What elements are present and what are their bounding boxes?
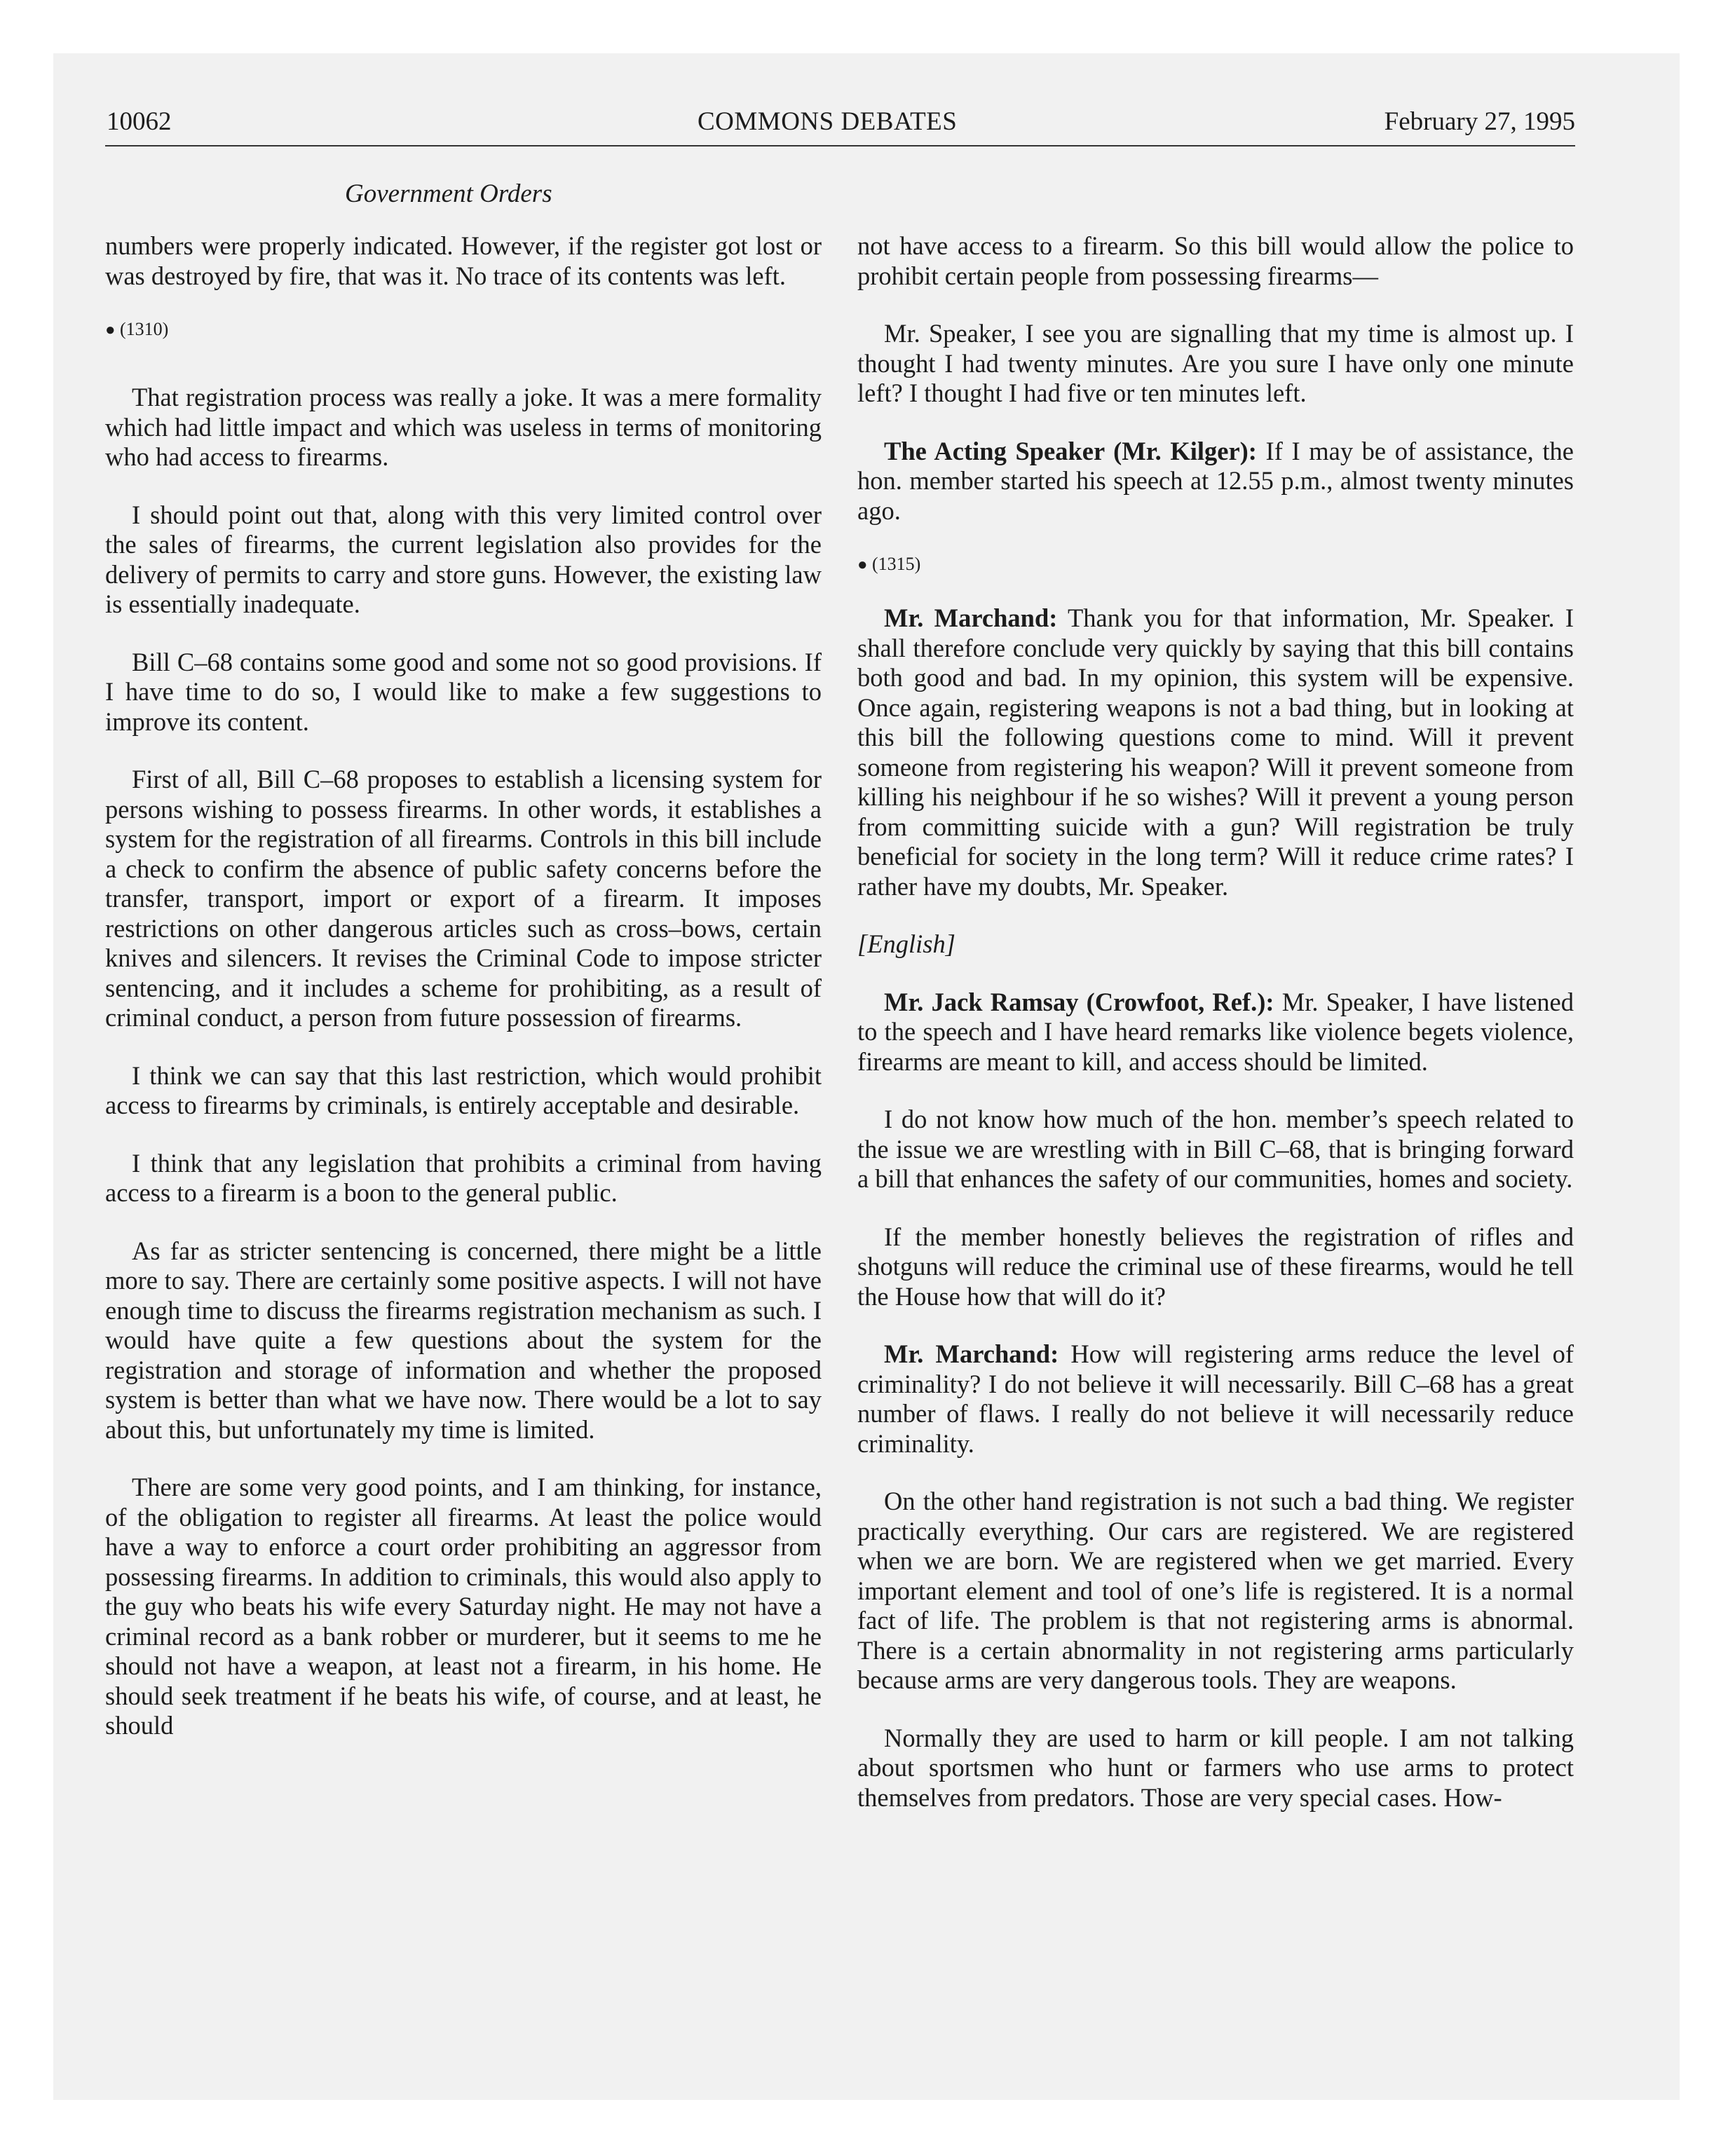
paragraph: not have access to a firearm. So this bill would allow the police to prohibit certain people from possessing firearms—	[857, 231, 1574, 290]
paragraph: There are some very good points, and I am thinking, for instance, of the obligation to register all firearms. At least the police would have a way to enforce a court order prohibiting an aggressor from possessing firearms. In addition to criminals, this would also apply to the guy who beats his wife every Saturday night. He may not have a criminal record as a bank robber or murderer, but it seems to me he should not have a weapon, at least not a firearm, in his home. He should seek treatment if he beats his wife, of course, and at least, he should	[105, 1473, 822, 1740]
speech-text: How will registering arms reduce the level of criminality? I do not believe it will necessarily. Bill C–68 has a great number of flaws. I really do not believe it will necessarily reduce criminality.	[857, 1339, 1574, 1458]
speaker-name: Mr. Marchand:	[884, 603, 1058, 632]
speech-paragraph	[857, 603, 1574, 901]
paragraph: As far as stricter sentencing is concerned, there might be a little more to say. There are certainly some positive aspects. I will not have enough time to discuss the firearms registration mechanism as such. I would have quite a few questions about the system for the registration and storage of information and whether the proposed system is better than what we have now. There would be a lot to say about this, but unfortunately my time is limited.	[105, 1236, 822, 1444]
paragraph: I do not know how much of the hon. member’s speech related to the issue we are wrestling with in Bill C–68, that is bringing forward a bill that enhances the safety of our communities, homes and society.	[857, 1105, 1574, 1193]
speech-text: Mr. Speaker, I have listened to the speech and I have heard remarks like violence begets violence, firearms are meant to kill, and access should be limited.	[857, 987, 1574, 1076]
section-title: Government Orders	[345, 179, 552, 208]
bullet-icon: ●	[105, 321, 116, 339]
speaker-name: The Acting Speaker (Mr. Kilger):	[884, 436, 1257, 465]
page-number: 10062	[107, 107, 172, 136]
paragraph: Normally they are used to harm or kill people. I am not talking about sportsmen who hunt or farmers who use arms to protect themselves from predators. Those are very special cases. How-	[857, 1723, 1574, 1812]
speech-paragraph	[857, 437, 1574, 526]
language-note: [English]	[857, 929, 955, 958]
speaker-name: Mr. Jack Ramsay (Crowfoot, Ref.):	[884, 987, 1274, 1016]
paragraph: Bill C–68 contains some good and some not so good provisions. If I have time to do so, I would like to make a few suggestions to improve its content.	[105, 647, 822, 736]
timestamp-label: (1310)	[120, 319, 169, 339]
paragraph: I think we can say that this last restriction, which would prohibit access to firearms by criminals, is entirely acceptable and desirable.	[105, 1060, 822, 1119]
paragraph: First of all, Bill C–68 proposes to establish a licensing system for persons wishing to possess firearms. In other words, it establishes a system for the registration of all firearms. Controls in this bill include a check to confirm the absence of public safety concerns before the transfer, transport, import or export of a firearm. It imposes restrictions on other dangerous articles such as cross–bows, certain knives and silencers. It revises the Criminal Code to impose stricter sentencing, and it includes a scheme for prohibiting, as a result of criminal conduct, a person from future possession of firearms.	[105, 765, 822, 1032]
paragraph: On the other hand registration is not such a bad thing. We register practically everything. Our cars are registered. We are registered when we are born. We are registered when we get married. Every important element and tool of one’s life is registered. It is a normal fact of life. The problem is that not registering arms is abnormal. There is a certain abnormality in not registering arms particularly because arms are very dangerous tools. They are weapons.	[857, 1487, 1574, 1694]
bullet-icon: ●	[857, 556, 868, 574]
paragraph: That registration process was really a joke. It was a mere formality which had little impact and which was useless in terms of monitoring who had access to firearms.	[105, 383, 822, 471]
paragraph: Mr. Speaker, I see you are signalling that my time is almost up. I thought I had twenty minutes. Are you sure I have only one minute left? I thought I had five or ten minutes left.	[857, 319, 1574, 407]
speech-text: If I may be of assistance, the hon. member started his speech at 12.55 p.m., almost twenty minutes ago.	[857, 436, 1574, 525]
speech-paragraph	[857, 988, 1574, 1077]
paragraph: I should point out that, along with this very limited control over the sales of firearms, the current legislation also provides for the delivery of permits to carry and store guns. However, the existing law is essentially inadequate.	[105, 500, 822, 618]
paragraph: I think that any legislation that prohibits a criminal from having access to a firearm is a boon to the general public.	[105, 1148, 822, 1207]
left-column	[105, 231, 822, 1769]
paragraph: If the member honestly believes the registration of rifles and shotguns will reduce the criminal use of these firearms, would he tell the House how that will do it?	[857, 1222, 1574, 1311]
header-rule	[105, 145, 1575, 146]
paragraph: numbers were properly indicated. However, if the register got lost or was destroyed by fire, that was it. No trace of its contents was left.	[105, 231, 822, 290]
right-column	[857, 231, 1574, 1841]
publication-date: February 27, 1995	[1384, 107, 1575, 136]
speech-text: Thank you for that information, Mr. Speaker. I shall therefore conclude very quickly by saying that this bill contains both good and bad. In my opinion, this system will be expensive. Once again, registering weapons is not a bad thing, but in looking at this bill the following questions come to mind. Will it prevent someone from registering his weapon? Will it prevent someone from killing his neighbour if he so wishes? Will it prevent a young person from committing suicide with a gun? Will registration be truly beneficial for society in the long term? Will it reduce crime rates? I rather have my doubts, Mr. Speaker.	[857, 603, 1574, 901]
timestamp-marker	[857, 554, 1574, 575]
speaker-name: Mr. Marchand:	[884, 1339, 1059, 1368]
timestamp-marker	[105, 319, 822, 341]
timestamp-label: (1315)	[872, 554, 921, 574]
publication-title: COMMONS DEBATES	[698, 107, 958, 136]
speech-paragraph	[857, 1339, 1574, 1459]
